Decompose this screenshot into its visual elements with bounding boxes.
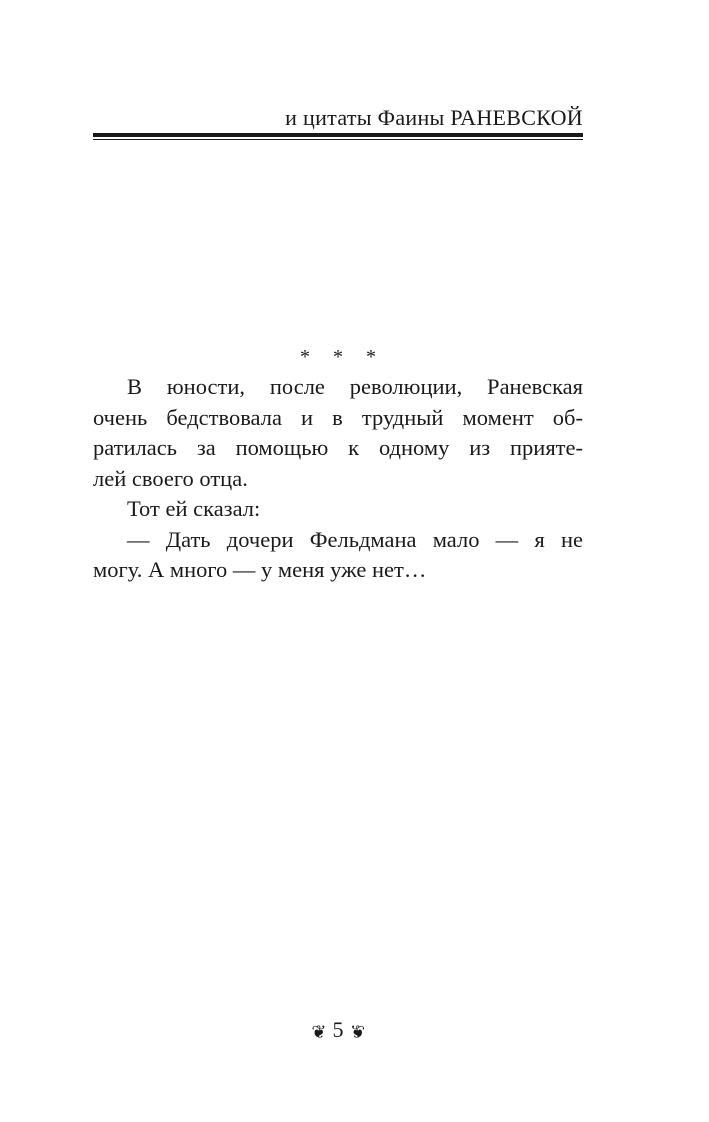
text-line: лей своего отца.	[93, 465, 248, 491]
text-line: могу. А много — у меня уже нет…	[93, 557, 427, 582]
body-text	[93, 372, 583, 586]
running-header: и цитаты Фаины РАНЕВСКОЙ	[285, 105, 583, 130]
header-rule-thin	[93, 139, 583, 140]
text-line: — Дать дочери Фельдмана мало — я не	[127, 526, 583, 552]
section-separator: * * *	[300, 346, 376, 368]
text-line: В юности, после революции, Раневская	[127, 374, 583, 399]
flourish-left-icon: ❦	[311, 1021, 327, 1042]
text-line: ратилась за помощью к одному из прияте-	[93, 435, 583, 460]
text-line: Тот ей сказал:	[127, 496, 261, 521]
text-line: очень бедствовала и в трудный момент об-	[93, 404, 583, 430]
page-number: 5	[332, 1017, 344, 1042]
flourish-right-icon: ❦	[349, 1021, 365, 1042]
page-folio	[93, 1016, 583, 1046]
header-rule-thick	[93, 133, 583, 137]
